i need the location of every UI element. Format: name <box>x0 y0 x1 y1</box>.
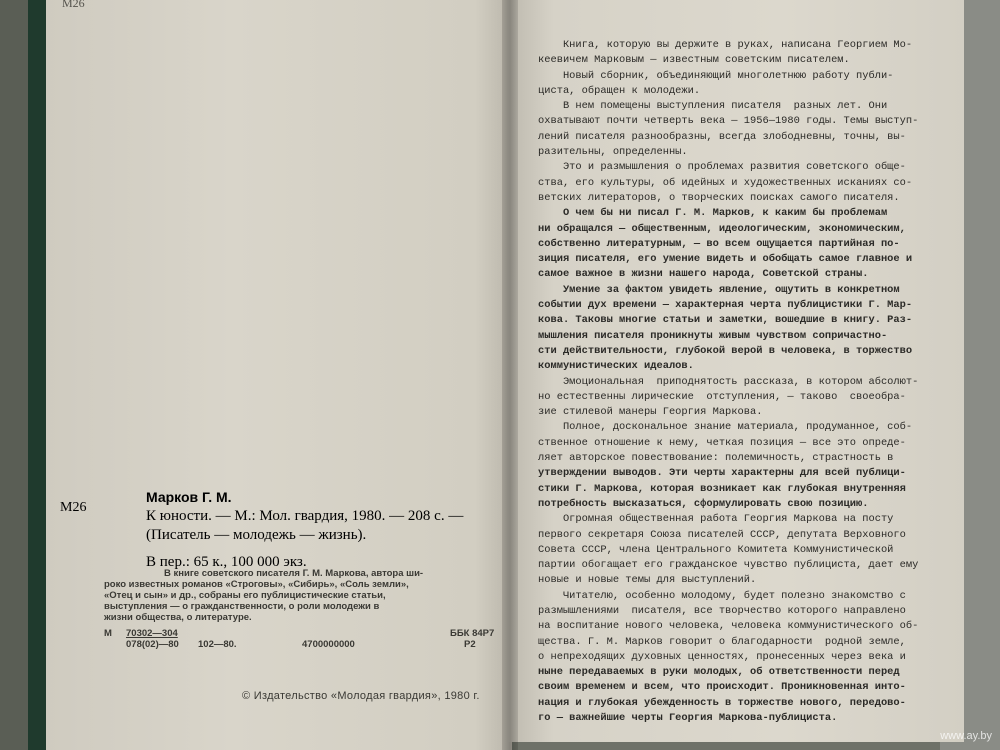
book-gutter <box>502 0 518 750</box>
watermark: www.ay.by <box>940 730 992 742</box>
annotation-line: «Отец и сын» и др., собраны его публицистические статьи, <box>104 590 386 601</box>
text-line: партии обогащает его гражданское чувство публициста, дает ему <box>538 559 919 572</box>
biblio-line: К юности. — М.: Мол. гвардия, 1980. — 208 с. — <box>146 508 464 524</box>
text-line: кова. Таковы многие статьи и заметки, вошедшие в книгу. Раз- <box>538 314 913 327</box>
corner-code: М26 <box>62 0 85 10</box>
bibliographic-record <box>102 488 502 572</box>
copyright-line: © Издательство «Молодая гвардия», 1980 г. <box>242 690 480 702</box>
text-line: Совета СССР, члена Центрального Комитета Коммунистической <box>538 543 894 556</box>
text-line: лений писателя разнообразны, всегда злободневны, точны, вы- <box>538 130 906 143</box>
text-line: разительны, определенны. <box>538 146 688 159</box>
text-line: своим временем и всем, что происходит. Проникновенная инто- <box>538 681 906 694</box>
text-line: нация и глубокая убежденность в торжестве нового, передово- <box>538 696 906 709</box>
text-line: зие стилевой манеры Георгия Маркова. <box>538 406 763 419</box>
text-line: размышлениями писателя, все творчество которого направлено <box>538 604 906 617</box>
r2-code: Р2 <box>464 639 476 650</box>
text-line: Это и размышления о проблемах развития советского обще- <box>538 161 906 174</box>
text-line: о непреходящих духовных ценностях, пронесенных через века и <box>538 650 906 663</box>
text-line: О чем бы ни писал Г. М. Марков, к каким бы проблемам <box>538 207 888 220</box>
text-line: потребность высказаться, сформулировать свою позицию. <box>538 497 869 510</box>
text-line: но естественны лирические отступления, — таково своеобра- <box>538 390 906 403</box>
annotation-line: выступления — о гражданственности, о роли молодежи в <box>104 601 380 612</box>
shelf-mark: М26 <box>60 500 87 515</box>
annotation-line: В книге советского писателя Г. М. Маркова, автора ши- <box>164 568 424 579</box>
text-line: Книга, которую вы держите в руках, написана Георгием Мо- <box>538 39 913 51</box>
text-line: ства, его культуры, об идейных и художественных исканиях со- <box>538 176 913 189</box>
code-line2-suffix: 102—80. <box>198 639 237 650</box>
annotation-line: роко известных романов «Строговы», «Сибирь», «Соль земли», <box>104 579 409 590</box>
code-line2: 078(02)—80 <box>126 639 179 650</box>
catalog-codes <box>104 628 504 650</box>
price-line: В пер.: 65 к., 100 000 экз. <box>146 554 307 570</box>
text-line: ни обращался — общественным, идеологическим, экономическим, <box>538 222 906 235</box>
text-line: В нем помещены выступления писателя разных лет. Они <box>538 100 888 113</box>
text-line: Эмоциональная приподнятость рассказа, в котором абсолют- <box>538 375 919 388</box>
text-line: на воспитание нового человека, человека коммунистического об- <box>538 620 919 633</box>
text-line: го — важнейшие черты Георгия Маркова-публициста. <box>538 712 838 725</box>
annotation-line: жизни общества, о литературе. <box>104 612 252 623</box>
text-line: ственное отношение к нему, четкая позиция — все это опреде- <box>538 436 906 449</box>
code-m: М <box>104 628 112 639</box>
text-line: коммунистических идеалов. <box>538 360 694 373</box>
text-line: ныне передаваемых в руки молодых, об ответственности перед <box>538 666 900 679</box>
text-line: мышления писателя проникнуты живым чувством сопричастно- <box>538 329 888 342</box>
text-line: охватывают почти четверть века — 1956—1980 годы. Темы выступ- <box>538 115 919 128</box>
text-line: кеевичем Марковым — известным советским писателем. <box>538 54 850 67</box>
annotation <box>104 568 502 623</box>
bbk-code: ББК 84Р7 <box>450 628 495 639</box>
text-line: Огромная общественная работа Георгия Маркова на посту <box>538 513 894 526</box>
text-line: Умение за фактом увидеть явление, ощутить в конкретном <box>538 283 900 296</box>
text-line: собственно литературным, — во всем ощущается партийная по- <box>538 237 900 250</box>
code-line1: 70302—304 <box>126 628 178 639</box>
text-line: новые и новые темы для выступлений. <box>538 574 757 587</box>
text-line: циста, обращен к молодежи. <box>538 84 701 97</box>
codes-row <box>104 639 504 650</box>
right-page-text <box>538 38 938 726</box>
text-line: утверждении выводов. Эти черты характерны для всей публици- <box>538 467 906 480</box>
biblio-line: (Писатель — молодежь — жизнь). <box>146 527 367 543</box>
text-line: щества. Г. М. Марков говорит о благодарности родной земле, <box>538 635 906 648</box>
text-line: сти действительности, глубокой верой в человека, в торжество <box>538 344 913 357</box>
text-line: ветских литераторов, о творческих поисках самого писателя. <box>538 191 900 204</box>
text-line: стики Г. Маркова, которая возникает как глубокая внутренняя <box>538 482 906 495</box>
text-line: зиция писателя, его умение видеть и обобщать самое главное и <box>538 253 913 266</box>
text-line: первого секретаря Союза писателей СССР, депутата Верховного <box>538 528 906 541</box>
codes-row <box>104 628 504 639</box>
code-number: 4700000000 <box>302 639 355 650</box>
text-line: Новый сборник, объединяющий многолетнюю работу публи- <box>538 69 894 82</box>
text-line: Полное, доскональное знание материала, продуманное, соб- <box>538 421 913 434</box>
text-line: самое важное в жизни нашего народа, Советской страны. <box>538 268 869 281</box>
text-line: Читателю, особенно молодому, будет полезно знакомство с <box>538 589 906 602</box>
text-line: событии дух времени — характерная черта публицистики Г. Мар- <box>538 299 913 312</box>
text-line: ляет авторское повествование: полемичность, страстность в <box>538 452 894 465</box>
author-name: Марков Г. М. <box>146 489 232 505</box>
